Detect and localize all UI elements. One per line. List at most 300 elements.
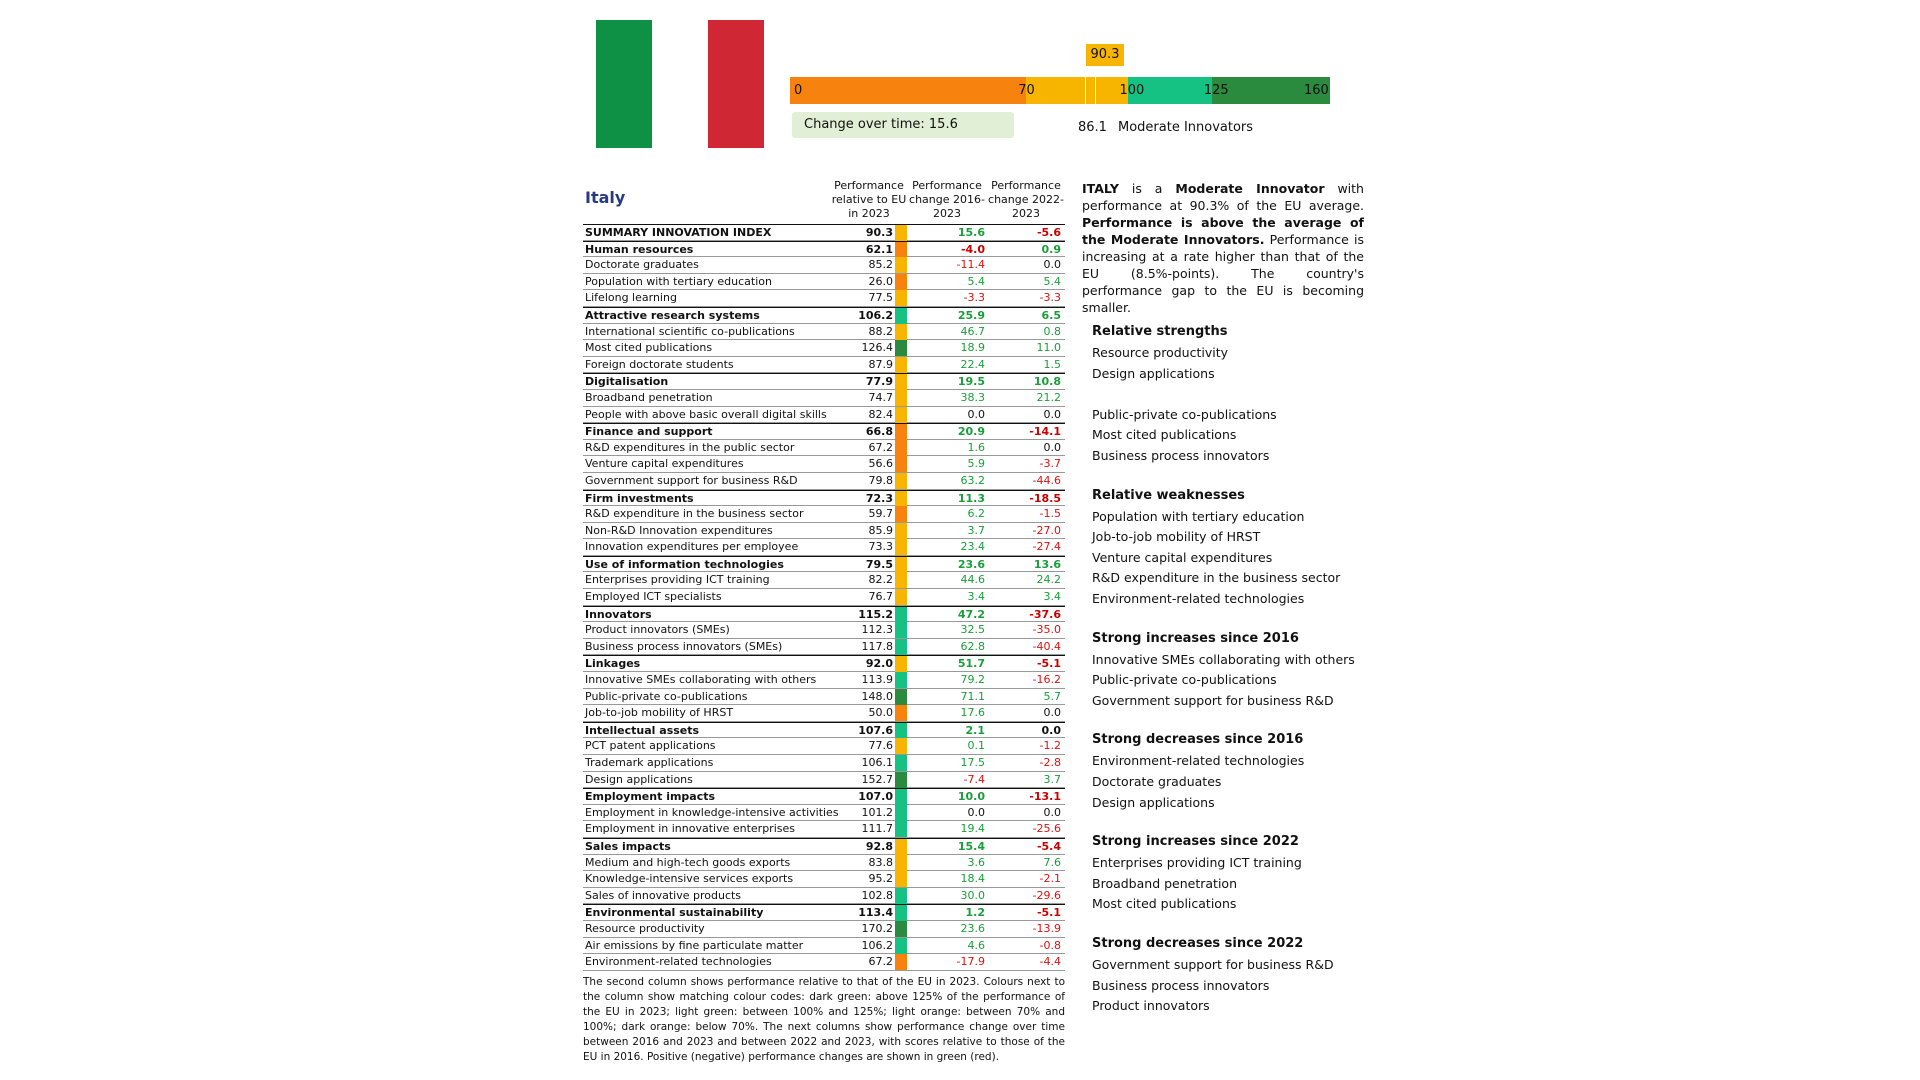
table-row (583, 572, 1065, 589)
change-2022-2023: -13.1 (1029, 790, 1061, 804)
indicator-name: Most cited publications (585, 341, 713, 355)
table-row (583, 888, 1065, 905)
change-2016-2023: 5.9 (967, 457, 985, 471)
colour-code-swatch (895, 340, 907, 356)
change-2016-2023: 2.1 (965, 723, 985, 737)
colour-code-swatch (895, 689, 907, 705)
change-2022-2023: 0.0 (1041, 723, 1061, 737)
table-row (583, 257, 1065, 274)
relative-performance: 72.3 (865, 491, 893, 505)
summary-text-2: with performance at 90.3% of the EU average. (1082, 181, 1364, 213)
table-row-dimension (583, 655, 1065, 672)
change-2016-2023: 0.1 (967, 739, 985, 753)
summary-group: Moderate Innovator (1175, 181, 1325, 196)
relative-performance: 106.1 (861, 756, 893, 769)
change-2022-2023: 0.8 (1043, 324, 1061, 338)
relative-performance: 170.2 (861, 921, 893, 935)
change-2022-2023: 6.5 (1041, 308, 1061, 322)
change-2022-2023: 0.9 (1041, 242, 1061, 256)
flag-green-stripe (596, 20, 652, 148)
panel-heading: Relative weaknesses (1092, 487, 1245, 503)
scale-segment-dark-orange (790, 77, 1026, 104)
indicator-name: Digitalisation (585, 375, 669, 389)
relative-performance: 26.0 (868, 274, 893, 288)
relative-performance: 88.2 (868, 324, 893, 338)
colour-code-swatch (895, 274, 907, 290)
colour-code-swatch (895, 290, 907, 306)
change-2022-2023: -5.6 (1036, 226, 1061, 239)
panel-list-item: Product innovators (1092, 998, 1210, 1014)
indicator-name: People with above basic overall digital skills (585, 407, 827, 421)
indicator-name: Employment in knowledge-intensive activities (585, 805, 839, 819)
indicator-name: Innovative SMEs collaborating with others (585, 673, 817, 687)
summary-paragraph (1082, 180, 1364, 316)
change-2016-2023: 11.3 (957, 491, 985, 505)
summary-country: ITALY (1082, 181, 1119, 196)
panel-list-item: Environment-related technologies (1092, 591, 1305, 606)
change-2022-2023: 11.0 (1036, 341, 1061, 355)
table-row (583, 622, 1065, 639)
performance-scale-bar (790, 77, 1330, 104)
relative-performance: 50.0 (868, 706, 893, 720)
panel-list-item: Public-private co-publications (1092, 406, 1277, 422)
indicator-name: Innovation expenditures per employee (585, 540, 799, 554)
colour-code-swatch (895, 242, 907, 258)
change-2016-2023: 32.5 (960, 623, 985, 637)
change-2016-2023: 3.4 (967, 590, 985, 604)
indicator-name: Foreign doctorate students (585, 357, 734, 371)
change-2016-2023: 23.6 (957, 557, 985, 571)
panel-list-item: Venture capital expenditures (1092, 549, 1273, 565)
change-2022-2023: -13.9 (1032, 921, 1061, 935)
panel-list-item: Government support for business R&D (1092, 957, 1334, 972)
colour-code-swatch (895, 440, 907, 456)
group-average-score: 86.1 (1078, 120, 1107, 135)
panel-list-item: Broadband penetration (1092, 875, 1237, 891)
change-2016-2023: 22.4 (960, 357, 985, 371)
colour-code-swatch (895, 424, 907, 440)
change-2022-2023: 10.8 (1033, 375, 1061, 389)
table-row-dimension (583, 307, 1065, 324)
table-row (583, 456, 1065, 473)
colour-code-swatch (895, 357, 907, 373)
change-2016-2023: 1.6 (967, 440, 985, 454)
table-row-dimension (583, 606, 1065, 623)
indicator-name: Public-private co-publications (585, 689, 748, 703)
indicator-name: Intellectual assets (585, 723, 700, 737)
panel-heading: Relative strengths (1092, 324, 1228, 339)
change-2016-2023: -3.3 (963, 291, 985, 305)
change-2022-2023: 5.7 (1043, 689, 1061, 703)
summary-bold-sentence: Performance is above the average of the Moderate Innovators. (1082, 215, 1364, 247)
colour-code-swatch (895, 491, 907, 507)
change-2016-2023: 0.0 (967, 805, 985, 819)
change-2016-2023: 38.3 (960, 390, 985, 404)
table-row (583, 871, 1065, 888)
indicator-name: Non-R&D Innovation expenditures (585, 523, 773, 537)
indicator-name: Trademark applications (585, 756, 714, 769)
colour-code-swatch (895, 672, 907, 688)
table-row (583, 274, 1065, 291)
change-2022-2023: 5.4 (1043, 274, 1061, 288)
colour-code-swatch (895, 523, 907, 539)
change-2016-2023: 46.7 (960, 324, 985, 338)
table-row (583, 390, 1065, 407)
table-row (583, 772, 1065, 789)
indicator-table (583, 224, 1065, 971)
colour-code-swatch (895, 572, 907, 588)
colour-code-swatch (895, 905, 907, 921)
change-2022-2023: 24.2 (1036, 573, 1061, 587)
panel-list-item: Doctorate graduates (1092, 774, 1222, 789)
panel-list-item: Resource productivity (1092, 345, 1229, 360)
summary-text-3: Performance is increasing at a rate higher than that of the EU (8.5%-points). The country's performance gap to the EU is becoming smaller. (1082, 232, 1364, 315)
change-2016-2023: 15.4 (957, 839, 985, 853)
change-2016-2023: -11.4 (956, 258, 985, 272)
relative-performance: 95.2 (868, 872, 893, 886)
colour-code-swatch (895, 407, 907, 423)
colour-code-swatch (895, 456, 907, 472)
change-2022-2023: -29.6 (1032, 888, 1061, 902)
relative-performance: 102.8 (861, 888, 893, 902)
indicator-name: Environment-related technologies (585, 955, 772, 969)
relative-performance: 113.4 (858, 906, 893, 920)
change-2016-2023: 3.6 (967, 855, 985, 869)
colour-code-swatch (895, 589, 907, 605)
table-row (583, 539, 1065, 556)
table-row (583, 755, 1065, 772)
indicator-name: Linkages (585, 657, 641, 671)
colour-code-swatch (895, 473, 907, 489)
indicator-name: Sales of innovative products (585, 888, 742, 902)
change-2016-2023: 0.0 (967, 407, 985, 421)
change-2016-2023: 51.7 (957, 657, 985, 671)
table-row-dimension (583, 373, 1065, 390)
colour-code-swatch (895, 607, 907, 623)
change-2022-2023: -25.6 (1032, 822, 1061, 836)
panel-list-item: R&D expenditure in the business sector (1092, 570, 1341, 586)
change-2022-2023: -3.7 (1039, 457, 1061, 471)
colour-code-swatch (895, 506, 907, 522)
indicator-name: Air emissions by fine particulate matter (585, 938, 804, 952)
indicator-name: Design applications (585, 772, 693, 786)
relative-performance: 85.2 (868, 258, 893, 272)
change-2016-2023: 15.6 (957, 226, 985, 239)
change-2022-2023: -37.6 (1029, 607, 1061, 621)
change-2022-2023: -14.1 (1029, 425, 1061, 439)
change-2022-2023: -5.1 (1036, 657, 1061, 671)
change-2022-2023: 13.6 (1033, 557, 1061, 571)
table-row (583, 821, 1065, 838)
change-2016-2023: -7.4 (963, 772, 985, 786)
panel-heading: Strong decreases since 2016 (1092, 732, 1304, 748)
table-row (583, 639, 1065, 656)
change-2016-2023: 23.6 (960, 921, 985, 935)
change-2022-2023: -4.4 (1039, 955, 1061, 969)
indicator-name: Attractive research systems (585, 308, 760, 322)
indicator-name: Knowledge-intensive services exports (585, 872, 794, 886)
table-footnote: The second column shows performance relative to that of the EU in 2023. Colours next to the column show matching colour codes: dark green: above 125% of the performance of the EU in 2023; light green: between 100% and 125%; light orange: between 70% and 100%; dark orange: below 70%. The next columns show performance change over time between 2016 and 2023 and between 2022 and 2023, with scores relative to those of the EU in 2016. Positive (negative) performance changes are shown in green (red). (583, 976, 1065, 1063)
panel-list-item: Most cited publications (1092, 896, 1237, 912)
change-2016-2023: 30.0 (960, 888, 985, 902)
change-2022-2023: -5.4 (1036, 839, 1061, 853)
indicator-name: Medium and high-tech goods exports (585, 855, 791, 869)
change-2016-2023: 19.4 (960, 822, 985, 836)
panel-list-item: Design applications (1092, 365, 1215, 381)
relative-performance: 152.7 (861, 772, 893, 786)
table-row-dimension (583, 556, 1065, 573)
change-2022-2023: 3.7 (1043, 772, 1061, 786)
panel-list-item: Business process innovators (1092, 977, 1270, 993)
relative-performance: 92.0 (865, 657, 893, 671)
change-2022-2023: -40.4 (1032, 639, 1061, 653)
colour-code-swatch (895, 888, 907, 904)
change-2022-2023: 3.4 (1043, 590, 1061, 604)
indicator-name: Use of information technologies (585, 557, 784, 571)
panel-list-item: Design applications (1092, 794, 1215, 810)
indicator-name: Sales impacts (585, 839, 671, 853)
scale-tick-label: 125 (1203, 83, 1229, 98)
panel-list-item: Innovative SMEs collaborating with others (1092, 651, 1355, 667)
colour-code-swatch (895, 225, 907, 241)
score-marker (1095, 77, 1096, 104)
indicator-name: SUMMARY INNOVATION INDEX (585, 226, 772, 239)
table-row-dimension (583, 722, 1065, 739)
relative-performance: 79.5 (865, 557, 893, 571)
colour-code-swatch (895, 772, 907, 788)
table-row (583, 938, 1065, 955)
colour-code-swatch (895, 656, 907, 672)
change-2016-2023: 1.2 (965, 906, 985, 920)
table-row (583, 705, 1065, 722)
table-row-dimension (583, 838, 1065, 855)
scale-tick-label: 160 (1304, 83, 1329, 98)
table-row-dimension (583, 904, 1065, 921)
indicator-name: Environmental sustainability (585, 906, 764, 920)
panel-heading: Strong increases since 2016 (1092, 630, 1299, 646)
relative-performance: 76.7 (868, 590, 893, 604)
indicator-name: Human resources (585, 242, 694, 256)
colour-code-swatch (895, 723, 907, 739)
panel-list-item: Job-to-job mobility of HRST (1092, 529, 1261, 545)
table-row-dimension (583, 423, 1065, 440)
panel-heading: Strong increases since 2022 (1092, 834, 1299, 850)
change-2016-2023: 18.4 (960, 872, 985, 886)
scale-tick-label: 0 (794, 83, 803, 98)
relative-performance: 92.8 (865, 839, 893, 853)
relative-performance: 73.3 (868, 540, 893, 554)
indicator-name: Employment impacts (585, 790, 716, 804)
indicator-name: Firm investments (585, 491, 694, 505)
change-2022-2023: 0.0 (1043, 706, 1061, 720)
column-header-change-2016: Performance change 2016-2023 (909, 179, 985, 220)
column-header-change-2022: Performance change 2022-2023 (988, 179, 1064, 220)
change-2016-2023: 23.4 (960, 540, 985, 554)
colour-code-swatch (895, 738, 907, 754)
indicator-name: R&D expenditure in the business sector (585, 507, 804, 521)
colour-code-swatch (895, 324, 907, 340)
relative-performance: 148.0 (861, 689, 893, 703)
table-row-dimension (583, 788, 1065, 805)
relative-performance: 117.8 (861, 639, 893, 653)
colour-code-swatch (895, 871, 907, 887)
change-2022-2023: 7.6 (1043, 855, 1061, 869)
change-2022-2023: -27.0 (1032, 523, 1061, 537)
colour-code-swatch (895, 855, 907, 871)
change-2016-2023: 44.6 (960, 573, 985, 587)
country-title: Italy (585, 188, 626, 207)
relative-performance: 67.2 (868, 440, 893, 454)
table-row (583, 689, 1065, 706)
relative-performance: 107.0 (858, 790, 893, 804)
change-2022-2023: 0.0 (1043, 440, 1061, 454)
table-row (583, 855, 1065, 872)
flag-red-stripe (708, 20, 764, 148)
indicator-name: Broadband penetration (585, 390, 713, 404)
relative-performance: 62.1 (865, 242, 893, 256)
relative-performance: 82.2 (868, 573, 893, 587)
relative-performance: 113.9 (861, 673, 893, 687)
score-marker-guide (1085, 77, 1086, 104)
change-2016-2023: 3.7 (967, 523, 985, 537)
relative-performance: 59.7 (868, 507, 893, 521)
colour-code-swatch (895, 705, 907, 721)
change-2016-2023: -17.9 (956, 955, 985, 969)
panel-list-item: Most cited publications (1092, 427, 1237, 443)
relative-performance: 67.2 (868, 955, 893, 969)
table-row-dimension (583, 241, 1065, 258)
table-row (583, 672, 1065, 689)
relative-performance: 112.3 (861, 623, 893, 637)
change-2022-2023: -35.0 (1032, 623, 1061, 637)
change-2016-2023: 79.2 (960, 673, 985, 687)
indicator-name: Population with tertiary education (585, 274, 772, 288)
colour-code-swatch (895, 539, 907, 555)
indicator-name: Doctorate graduates (585, 258, 699, 272)
colour-code-swatch (895, 374, 907, 390)
column-header-relative: Performance relative to EU in 2023 (831, 179, 907, 220)
indicator-name: International scientific co-publications (585, 324, 795, 338)
panel-list-item: Public-private co-publications (1092, 672, 1277, 688)
table-row (583, 473, 1065, 490)
panel-list-item: Population with tertiary education (1092, 508, 1305, 524)
summary-text-1: is a (1118, 181, 1176, 196)
group-name: Moderate Innovators (1118, 120, 1254, 135)
change-2016-2023: 6.2 (967, 507, 985, 521)
change-2022-2023: 0.0 (1043, 805, 1061, 819)
table-row (583, 921, 1065, 938)
change-2022-2023: 21.2 (1036, 390, 1061, 404)
indicator-name: Venture capital expenditures (585, 457, 744, 471)
relative-performance: 77.6 (868, 739, 893, 753)
panel-list-item: Environment-related technologies (1092, 753, 1305, 769)
change-2016-2023: 17.6 (960, 706, 985, 720)
table-row (583, 589, 1065, 606)
colour-code-swatch (895, 308, 907, 324)
colour-code-swatch (895, 557, 907, 573)
change-2016-2023: 10.0 (957, 790, 985, 804)
panel-list-item: Government support for business R&D (1092, 692, 1334, 708)
relative-performance: 82.4 (868, 407, 893, 421)
relative-performance: 77.5 (868, 291, 893, 305)
colour-code-swatch (895, 622, 907, 638)
table-row (583, 506, 1065, 523)
change-2022-2023: 0.0 (1043, 407, 1061, 421)
relative-performance: 106.2 (861, 938, 893, 952)
change-2022-2023: -2.1 (1039, 872, 1061, 886)
table-row (583, 407, 1065, 424)
panel-list-item: Enterprises providing ICT training (1092, 855, 1302, 871)
change-2016-2023: 5.4 (967, 274, 985, 288)
change-2016-2023: 17.5 (960, 756, 985, 769)
indicator-name: Product innovators (SMEs) (585, 623, 730, 637)
change-2016-2023: -4.0 (960, 242, 985, 256)
table-row (583, 805, 1065, 822)
indicator-name: Finance and support (585, 425, 713, 439)
change-2016-2023: 20.9 (957, 425, 985, 439)
scale-segment-light-orange (1026, 77, 1127, 104)
indicator-name: R&D expenditures in the public sector (585, 440, 795, 454)
colour-code-swatch (895, 805, 907, 821)
indicator-name: Enterprises providing ICT training (585, 573, 770, 587)
relative-performance: 111.7 (861, 822, 893, 836)
table-row-dimension (583, 224, 1065, 241)
indicator-name: Resource productivity (585, 921, 705, 935)
score-badge: 90.3 (1086, 44, 1124, 66)
change-2016-2023: 25.9 (957, 308, 985, 322)
relative-performance: 77.9 (865, 375, 893, 389)
change-2022-2023: -44.6 (1032, 473, 1061, 487)
indicator-name: Job-to-job mobility of HRST (585, 706, 734, 720)
relative-performance: 79.8 (868, 473, 893, 487)
panel-heading: Strong decreases since 2022 (1092, 936, 1304, 951)
scale-tick-label: 70 (1018, 83, 1035, 98)
change-2016-2023: 62.8 (960, 639, 985, 653)
change-2022-2023: -3.3 (1039, 291, 1061, 305)
table-row (583, 340, 1065, 357)
change-2016-2023: 71.1 (960, 689, 985, 703)
change-2022-2023: -2.8 (1039, 756, 1061, 769)
relative-performance: 126.4 (861, 341, 893, 355)
panel-list-item: Business process innovators (1092, 448, 1270, 463)
indicator-name: Government support for business R&D (585, 473, 798, 487)
relative-performance: 87.9 (868, 357, 893, 371)
colour-code-swatch (895, 938, 907, 954)
change-over-time-box: Change over time: 15.6 (792, 112, 1014, 138)
colour-code-swatch (895, 257, 907, 273)
colour-code-swatch (895, 921, 907, 937)
table-row (583, 290, 1065, 307)
change-2022-2023: -16.2 (1032, 673, 1061, 687)
table-row (583, 738, 1065, 755)
indicator-name: PCT patent applications (585, 739, 716, 753)
change-2022-2023: -0.8 (1039, 938, 1061, 952)
colour-code-swatch (895, 390, 907, 406)
change-2016-2023: 19.5 (957, 375, 985, 389)
colour-code-swatch (895, 639, 907, 655)
table-row (583, 357, 1065, 374)
change-2022-2023: -18.5 (1029, 491, 1061, 505)
relative-performance: 85.9 (868, 523, 893, 537)
indicator-name: Lifelong learning (585, 291, 677, 305)
indicator-name: Employed ICT specialists (585, 590, 722, 604)
table-row-dimension (583, 490, 1065, 507)
relative-performance: 74.7 (868, 390, 893, 404)
relative-performance: 83.8 (868, 855, 893, 869)
relative-performance: 115.2 (858, 607, 893, 621)
relative-performance: 66.8 (865, 425, 893, 439)
relative-performance: 56.6 (868, 457, 893, 471)
